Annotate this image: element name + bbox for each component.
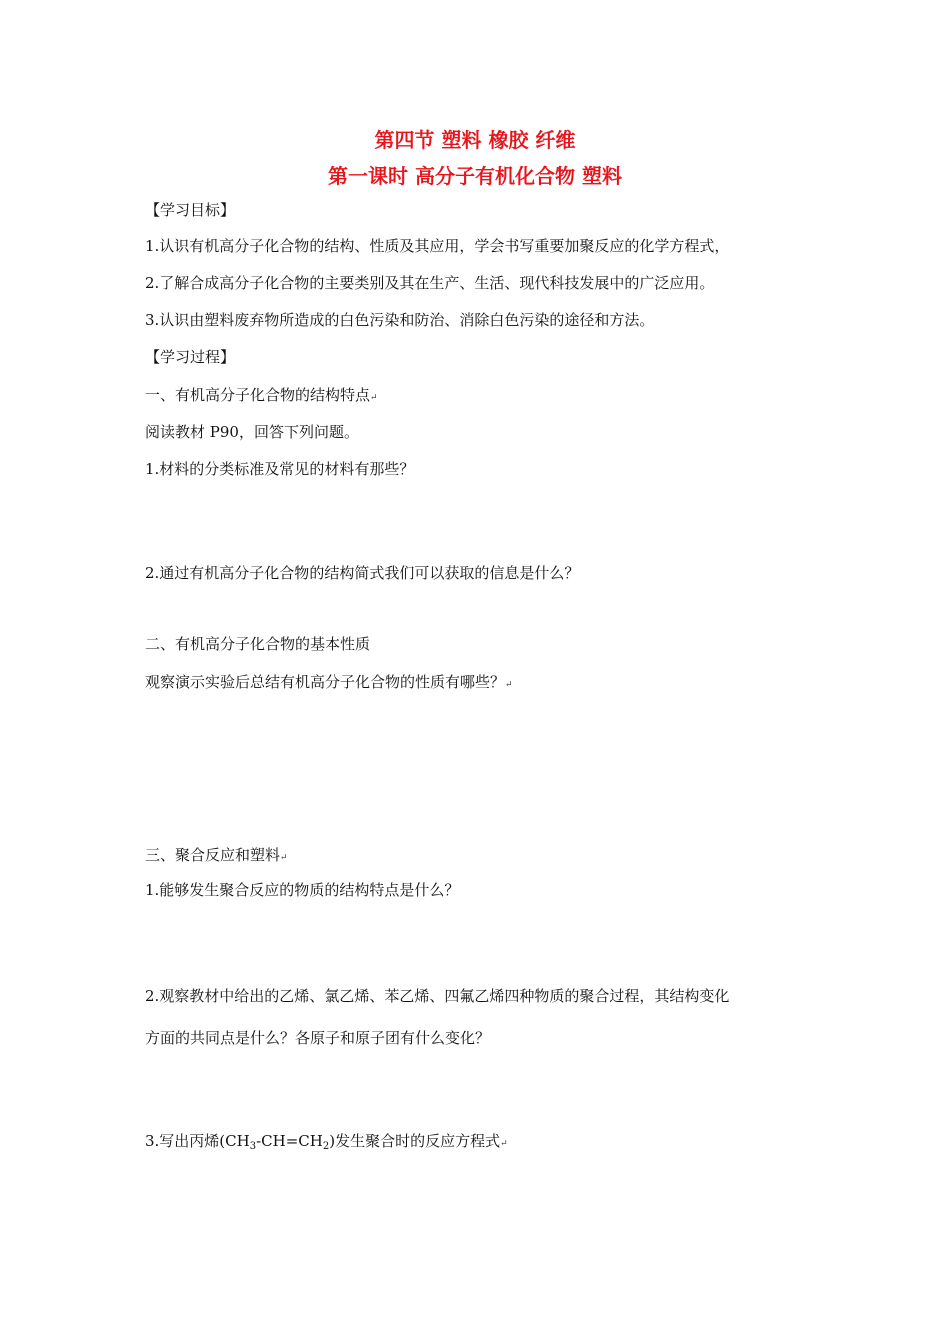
section-3-question-2-line-2: 方面的共同点是什么？各原子和原子团有什么变化？ [145, 1029, 491, 1047]
paragraph-mark: ↵ [370, 393, 378, 403]
section-1-instruction: 阅读教材 P90，回答下列问题。 [145, 423, 359, 441]
objective-item-3: 3.认识由塑料废弃物所造成的白色污染和防治、消除白色污染的途径和方法。 [145, 311, 655, 329]
section-1-question-2: 2.通过有机高分子化合物的结构简式我们可以获取的信息是什么？ [145, 564, 580, 582]
subscript-2: 2 [322, 1141, 330, 1152]
paragraph-mark: ↵ [500, 1139, 508, 1149]
section-3-question-1: 1.能够发生聚合反应的物质的结构特点是什么？ [145, 881, 460, 899]
subscript-3: 3 [249, 1141, 257, 1152]
section-2-heading: 二、有机高分子化合物的基本性质 [145, 635, 371, 653]
paragraph-mark: ↵ [505, 680, 513, 690]
section-1-heading: 一、有机高分子化合物的结构特点↵ [145, 386, 378, 404]
section-1-question-1: 1.材料的分类标准及常见的材料有那些？ [145, 460, 415, 478]
section-3-heading: 三、聚合反应和塑料↵ [145, 846, 288, 864]
objective-item-1: 1.认识有机高分子化合物的结构、性质及其应用，学会书写重要加聚反应的化学方程式， [145, 237, 730, 255]
section-3-question-2-line-1: 2.观察教材中给出的乙烯、氯乙烯、苯乙烯、四氟乙烯四种物质的聚合过程，其结构变化 [145, 987, 730, 1005]
objective-item-2: 2.了解合成高分子化合物的主要类别及其在生产、生活、现代科技发展中的广泛应用。 [145, 274, 715, 292]
process-heading: 【学习过程】 [145, 348, 236, 366]
page-title: 第四节 塑料 橡胶 纤维 [374, 128, 576, 152]
section-3-question-3: 3.写出丙烯$(CH_3-CH=CH_2)$发生聚合时的反应方程式↵ [145, 1132, 508, 1152]
page-subtitle: 第一课时 高分子有机化合物 塑料 [328, 164, 622, 188]
objectives-heading: 【学习目标】 [145, 201, 236, 219]
paragraph-mark: ↵ [280, 853, 288, 863]
section-2-question-1: 观察演示实验后总结有机高分子化合物的性质有哪些？↵ [145, 673, 513, 691]
